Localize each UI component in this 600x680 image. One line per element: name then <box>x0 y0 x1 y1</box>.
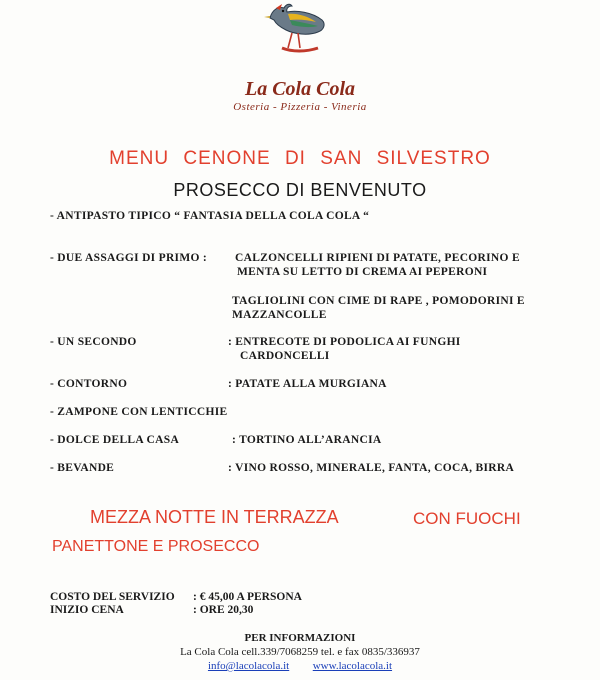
menu-item-primo-line4: MAZZANCOLLE <box>232 309 327 321</box>
menu-item-dolce-label: - DOLCE DELLA CASA <box>50 434 180 446</box>
menu-item-primo-line1: CALZONCELLI RIPIENI DI PATATE, PECORINO E <box>235 252 520 264</box>
dinner-start-label: INIZIO CENA <box>50 604 124 616</box>
menu-item-contorno-label: - CONTORNO <box>50 378 128 390</box>
brand-name: La Cola Cola <box>244 78 355 100</box>
info-links <box>0 660 600 672</box>
highlight-terrazza: MEZZA NOTTE IN TERRAZZA <box>90 507 339 527</box>
menu-subtitle: PROSECCO DI BENVENUTO <box>173 180 427 200</box>
menu-item-dolce-value: : TORTINO ALL’ARANCIA <box>232 434 382 446</box>
menu-item-antipasto: - ANTIPASTO TIPICO “ FANTASIA DELLA COLA COLA “ <box>50 210 370 222</box>
website-link[interactable]: www.lacolacola.it <box>312 660 393 672</box>
menu-item-secondo-label: - UN SECONDO <box>50 336 137 348</box>
cost-service-value: : € 45,00 A PERSONA <box>193 591 302 603</box>
brand-subtitle: Osteria - Pizzeria - Vineria <box>233 101 367 113</box>
menu-item-secondo-line2: CARDONCELLI <box>240 350 330 362</box>
menu-item-bevande-label: - BEVANDE <box>50 462 115 474</box>
menu-item-secondo-line1: : ENTRECOTE DI PODOLICA AI FUNGHI <box>228 336 461 348</box>
highlight-fuochi: CON FUOCHI <box>413 509 521 528</box>
menu-item-primo-label: - DUE ASSAGGI DI PRIMO : <box>50 252 208 264</box>
info-heading: PER INFORMAZIONI <box>244 632 356 644</box>
menu-item-zampone: - ZAMPONE CON LENTICCHIE <box>50 406 228 418</box>
menu-item-bevande-value: : VINO ROSSO, MINERALE, FANTA, COCA, BIRRA <box>228 462 515 474</box>
highlight-panettone: PANETTONE E PROSECCO <box>52 538 260 555</box>
cost-service-label: COSTO DEL SERVIZIO <box>50 591 175 603</box>
menu-item-primo-line2: MENTA SU LETTO DI CREMA AI PEPERONI <box>237 266 488 278</box>
info-contacts: La Cola Cola cell.339/7068259 tel. e fax 0835/336937 <box>180 646 420 658</box>
email-link[interactable]: info@lacolacola.it <box>207 660 290 672</box>
menu-item-primo-line3: TAGLIOLINI CON CIME DI RAPE , POMODORINI E <box>232 295 525 307</box>
bird-logo-icon <box>262 0 332 58</box>
menu-item-contorno-value: : PATATE ALLA MURGIANA <box>228 378 387 390</box>
menu-title: MENU CENONE DI SAN SILVESTRO <box>109 148 491 169</box>
dinner-start-value: : ORE 20,30 <box>193 604 254 616</box>
